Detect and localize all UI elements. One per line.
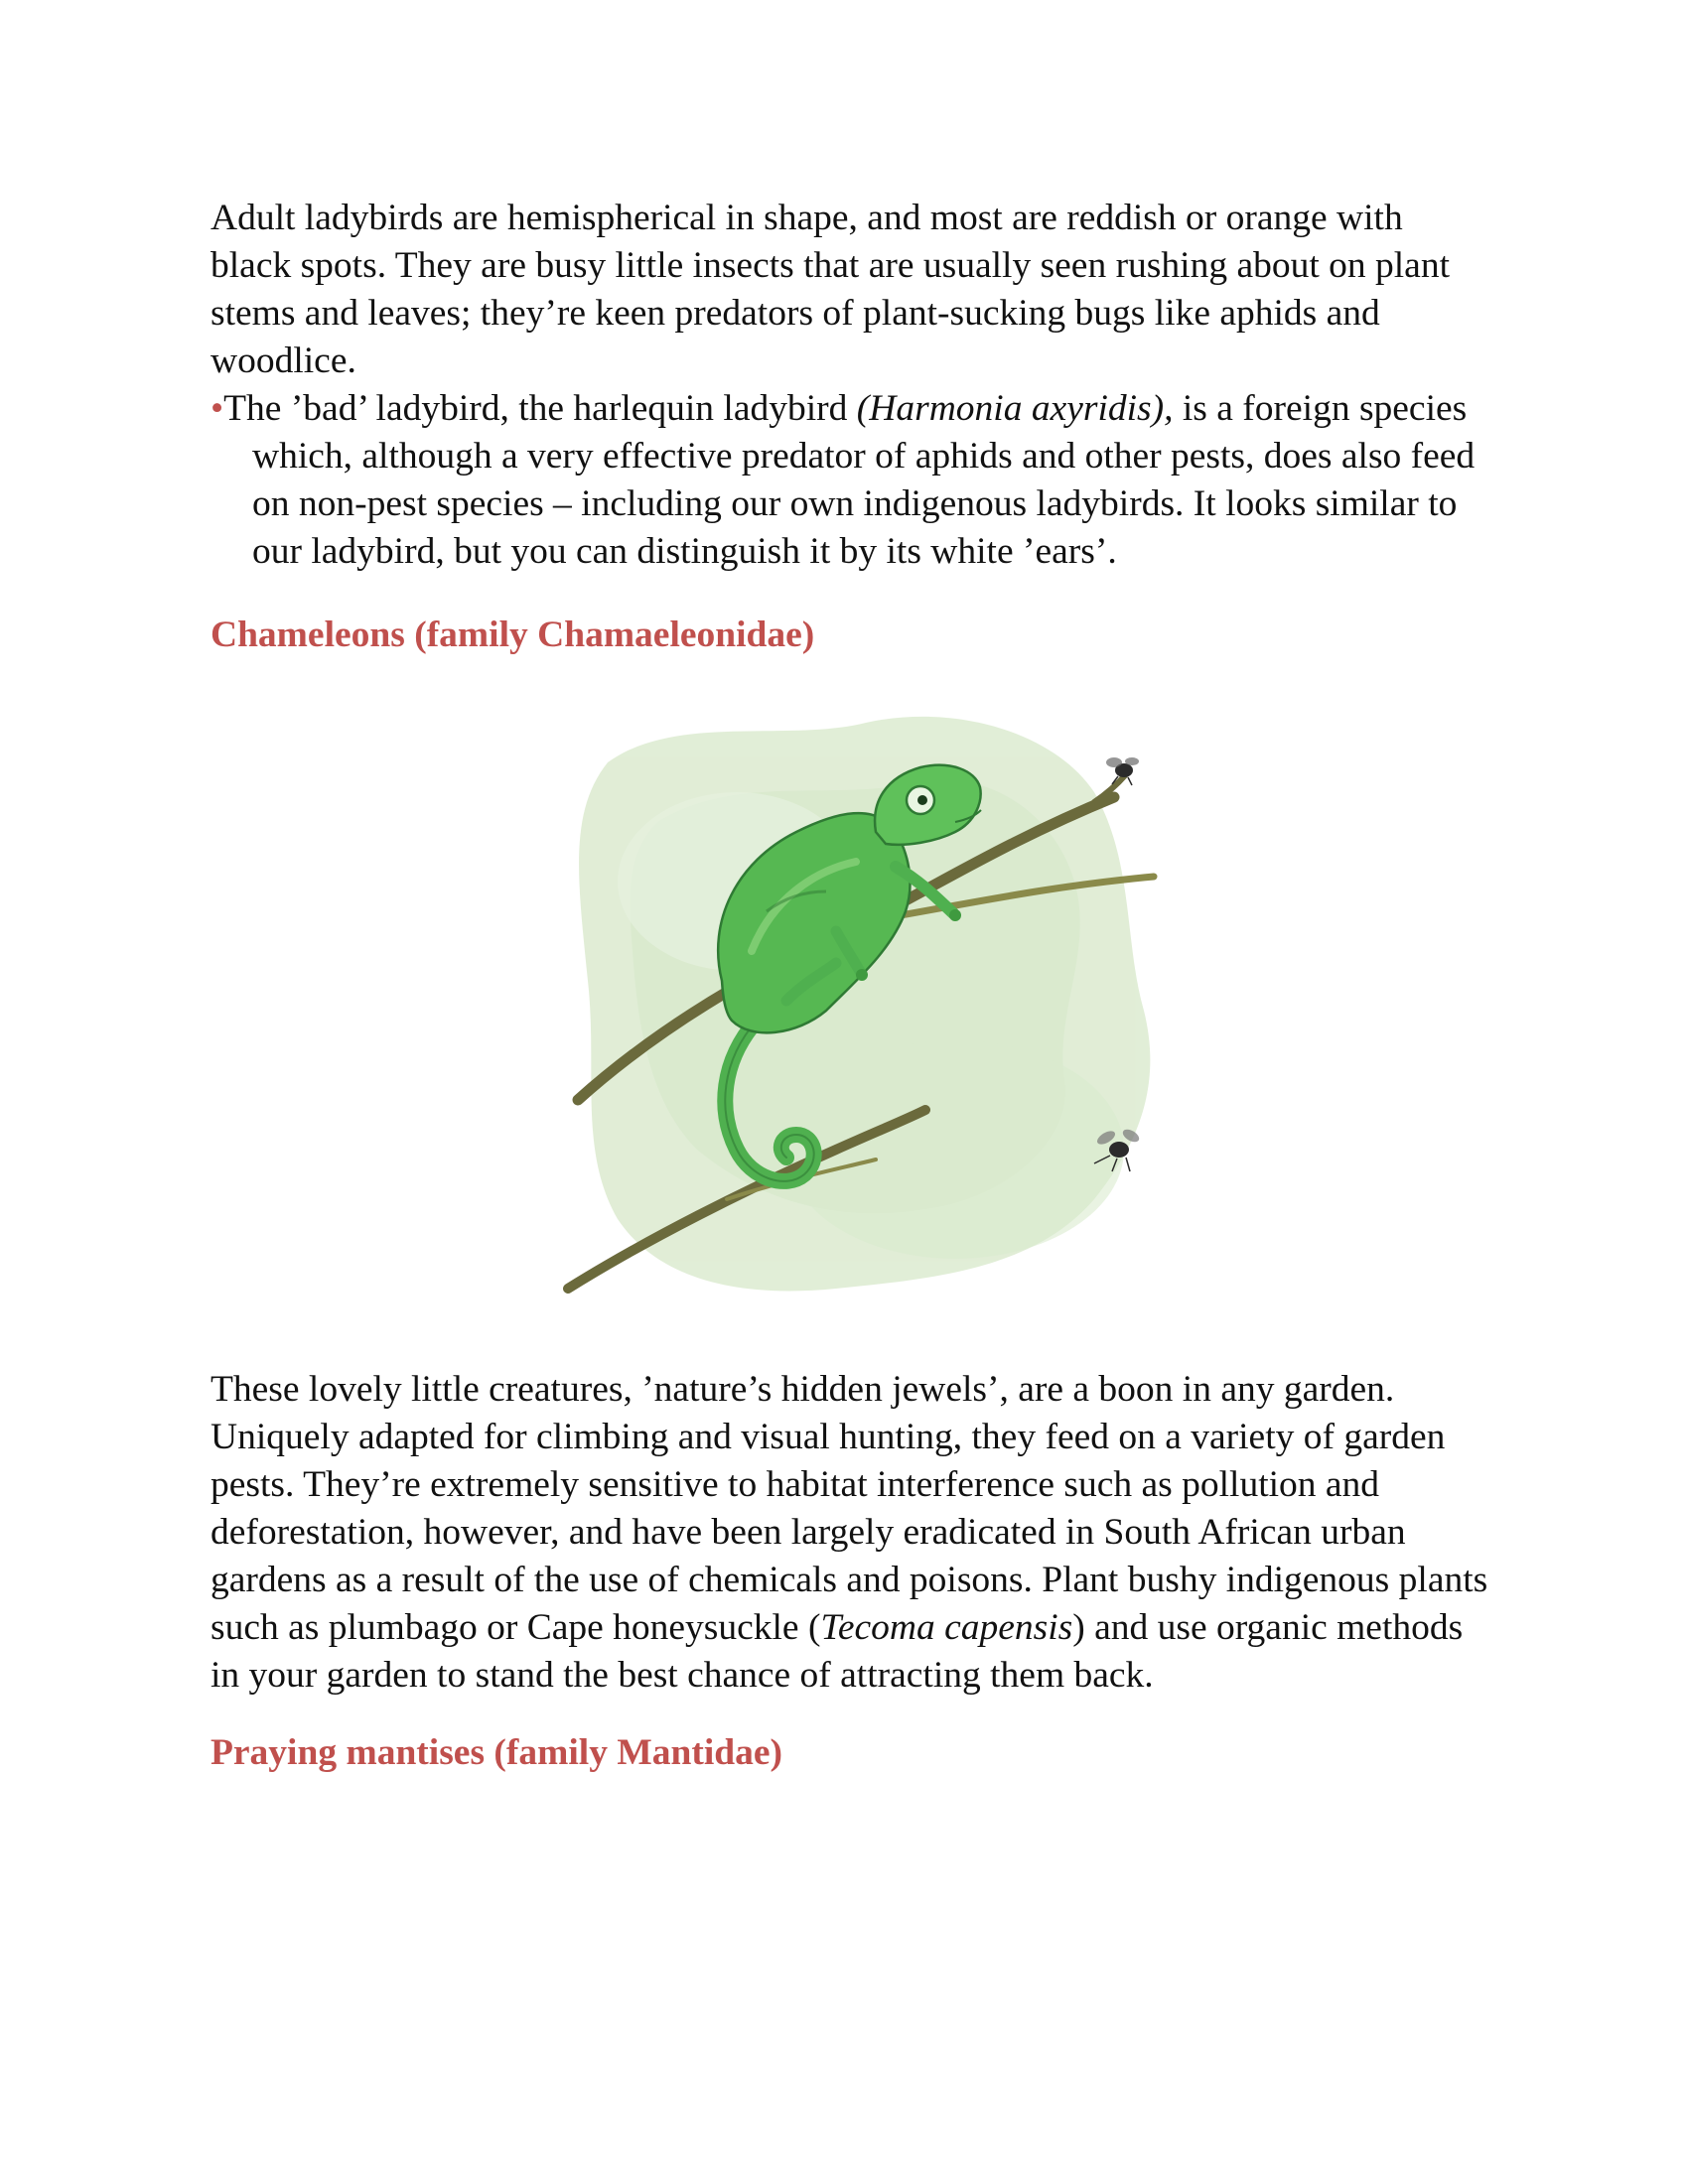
- chameleons-text-end: ) and use organic methods in your garden to stand the best chance of attracting them back.: [211, 1607, 1464, 1696]
- bad-ladybird-bullet-item: [211, 385, 1491, 576]
- ladybird-intro-paragraph: Adult ladybirds are hemispherical in shape, and most are reddish or orange with black spots. They are busy little insects that are usually seen rushing about on plant stems and leaves; they’re keen predators of plant-sucking bugs like aphids and woodlice.: [211, 198, 1450, 381]
- cape-honeysuckle-scientific-name: Tecoma capensis: [820, 1607, 1073, 1648]
- bad-ladybird-text-end: is a foreign species which, although a very effective predator of aphids and other pests, does also feed on non-pest species – including our own indigenous ladybirds. It looks similar to our ladybird, but you can distinguish it by its white ’ears’.: [252, 388, 1476, 572]
- page-content: [211, 195, 1491, 1777]
- chameleon-illustration: [538, 683, 1174, 1318]
- harlequin-scientific-name: (Harmonia axyridis),: [856, 388, 1174, 429]
- chameleons-text-start: These lovely little creatures, ’nature’s hidden jewels’, are a boon in any garden. Uniquely adapted for climbing and visual hunting, they feed on a variety of garden pests. They’re extremely sensitive to habitat interference such as pollution and deforestation, however, and have been largely eradicated in South African urban gardens as a result of the use of chemicals and poisons. Plant bushy indigenous plants such as plumbago or Cape honeysuckle (: [211, 1369, 1488, 1648]
- bullet-marker: •: [211, 388, 224, 429]
- mantises-heading: Praying mantises (family Mantidae): [211, 1732, 782, 1773]
- bad-ladybird-text-start: The ’bad’ ladybird, the harlequin ladybird: [223, 388, 857, 429]
- chameleons-paragraph: [211, 1366, 1491, 1700]
- watercolor-wash: [579, 717, 1150, 1292]
- chameleons-heading: Chameleons (family Chamaeleonidae): [211, 614, 815, 655]
